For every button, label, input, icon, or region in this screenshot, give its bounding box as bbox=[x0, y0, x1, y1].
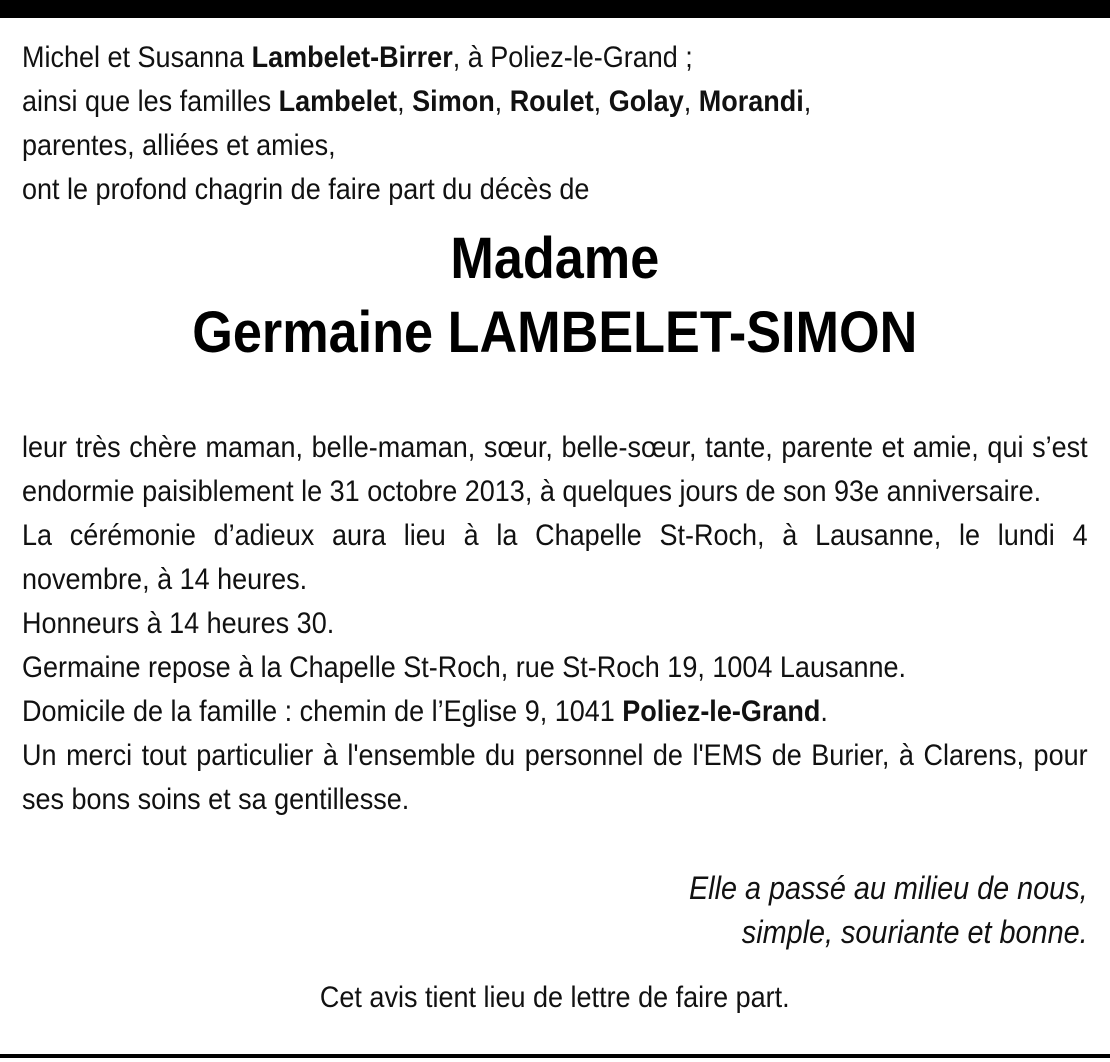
deceased-title: Madame bbox=[450, 226, 660, 291]
body-paragraph-family-address: Domicile de la famille : chemin de l’Eglise 9, 1041 Poliez-le-Grand. bbox=[22, 695, 828, 728]
quote-line-2: simple, souriante et bonne. bbox=[741, 914, 1088, 950]
family-address-town: Poliez-le-Grand bbox=[622, 695, 821, 728]
family-name-lambelet: Lambelet bbox=[278, 85, 398, 118]
body-paragraph-honours: Honneurs à 14 heures 30. bbox=[22, 607, 335, 640]
family-name-golay: Golay bbox=[608, 85, 684, 118]
intro-line-1: Michel et Susanna Lambelet-Birrer, à Poliez-le-Grand ; bbox=[22, 41, 693, 74]
bottom-border-rule bbox=[0, 1054, 1110, 1058]
family-name-morandi: Morandi bbox=[698, 85, 804, 118]
top-border-rule bbox=[0, 0, 1110, 18]
intro-line-4: ont le profond chagrin de faire part du décès de bbox=[22, 173, 590, 206]
intro-line-2: ainsi que les familles Lambelet, Simon, Roulet, Golay, Morandi, bbox=[22, 85, 812, 118]
announcing-family bbox=[22, 36, 1088, 212]
epitaph-quote bbox=[22, 866, 1088, 954]
closing-statement: Cet avis tient lieu de lettre de faire part. bbox=[319, 981, 790, 1014]
deceased-name: Germaine LAMBELET-SIMON bbox=[192, 300, 918, 365]
family-name-lambelet-birrer: Lambelet-Birrer bbox=[251, 41, 453, 74]
body-paragraph-tribute: leur très chère maman, belle-maman, sœur, belle-sœur, tante, parente et amie, qui s’est endormie paisiblement le 31 octobre 2013, à quelques jours de son 93e anniversaire. bbox=[22, 431, 1088, 508]
deceased-name-block bbox=[22, 222, 1088, 370]
quote-line-1: Elle a passé au milieu de nous, bbox=[688, 870, 1088, 906]
body-paragraph-resting-place: Germaine repose à la Chapelle St-Roch, rue St-Roch 19, 1004 Lausanne. bbox=[22, 651, 907, 684]
intro-line-3: parentes, alliées et amies, bbox=[22, 129, 336, 162]
obituary-notice bbox=[22, 36, 1088, 1020]
family-name-simon: Simon bbox=[412, 85, 495, 118]
body-paragraph-thanks: Un merci tout particulier à l'ensemble du personnel de l'EMS de Burier, à Clarens, pour ses bons soins et sa gentillesse. bbox=[22, 739, 1088, 816]
family-name-roulet: Roulet bbox=[509, 85, 594, 118]
body-paragraph-ceremony: La cérémonie d’adieux aura lieu à la Chapelle St-Roch, à Lausanne, le lundi 4 novembre, à 14 heures. bbox=[22, 519, 1088, 596]
notice-body bbox=[22, 426, 1088, 822]
